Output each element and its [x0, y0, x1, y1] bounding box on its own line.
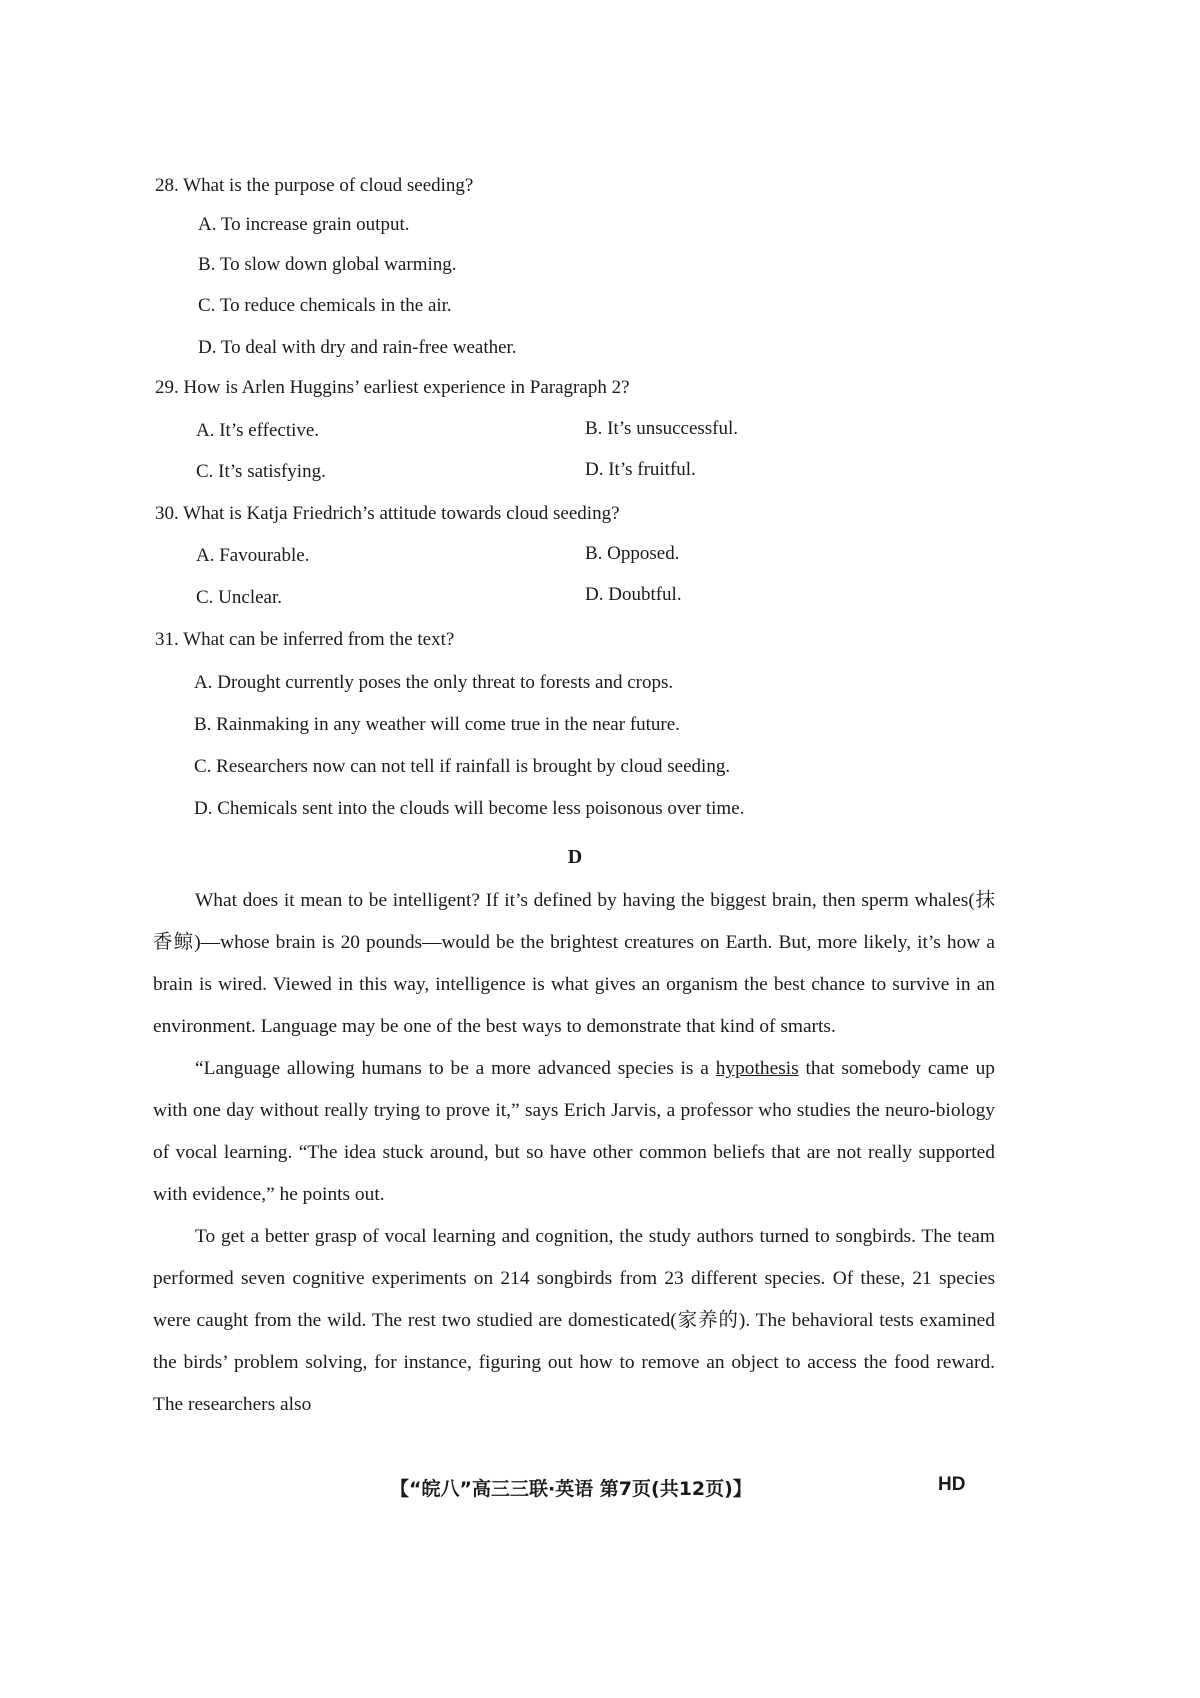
question-29 — [155, 377, 1015, 400]
question-stem: 31. What can be inferred from the text? — [155, 629, 455, 650]
passage-paragraph-3: To get a better grasp of vocal learning and cognition, the study authors turned to songbirds. The team performed seven cognitive experiments on 214 songbirds from 23 different species. Of these, 21 species were caught from the wild. The rest two studied are domesticated(家养的). The behavioral tests examined the birds’ problem solving, for instance, figuring out how to remove an object to access the food reward. The researchers also — [153, 1226, 995, 1415]
option-b: B. Opposed. — [585, 543, 680, 564]
footer-exam-info: 【“皖八”高三三联·英语 第7页(共12页)】 — [390, 1478, 752, 1500]
question-stem: 30. What is Katja Friedrich’s attitude towards cloud seeding? — [155, 503, 620, 524]
question-stem: 29. How is Arlen Huggins’ earliest experience in Paragraph 2? — [155, 377, 630, 398]
option-c: C. Researchers now can not tell if rainfall is brought by cloud seeding. — [194, 756, 731, 777]
question-28 — [155, 175, 1015, 198]
option-c: C. Unclear. — [196, 587, 283, 608]
passage-paragraph-2-part-1: “Language allowing humans to be a more advanced species is a — [195, 1058, 716, 1079]
option-c: C. It’s satisfying. — [196, 461, 326, 482]
option-b: B. It’s unsuccessful. — [585, 418, 739, 439]
option-a: A. Favourable. — [196, 545, 310, 566]
passage-paragraph-1: What does it mean to be intelligent? If it’s defined by having the biggest brain, then sperm whales(抹香鲸)—whose brain is 20 pounds—would be the brightest creatures on Earth. But, more likely, it’s how a brain is wired. Viewed in this way, intelligence is what gives an organism the best chance to survive in an environment. Language may be one of the best ways to demonstrate that kind of smarts. — [153, 890, 995, 1037]
option-d: D. Doubtful. — [585, 584, 682, 605]
passage-paragraph-2-part-2: that somebody came up with one day without really trying to prove it,” says Erich Jarvis, a professor who studies the neuro-biology of vocal learning. “The idea stuck around, but so have other common beliefs that are not really supported with evidence,” he points out. — [153, 1058, 995, 1205]
underlined-word: hypothesis — [715, 1058, 799, 1079]
option-d: D. To deal with dry and rain-free weather. — [198, 337, 517, 358]
option-d: D. Chemicals sent into the clouds will become less poisonous over time. — [194, 798, 745, 819]
question-30 — [155, 503, 1015, 526]
reading-passage — [153, 880, 995, 1426]
option-b: B. Rainmaking in any weather will come true in the near future. — [194, 714, 680, 735]
footer-code: HD — [938, 1474, 966, 1495]
section-title: D — [567, 846, 583, 868]
option-d: D. It’s fruitful. — [585, 459, 696, 480]
passage-paragraph-2 — [153, 1048, 995, 1216]
option-a: A. It’s effective. — [196, 420, 320, 441]
question-31 — [155, 629, 1015, 652]
option-a: A. To increase grain output. — [198, 214, 410, 235]
option-b: B. To slow down global warming. — [198, 254, 457, 275]
option-a: A. Drought currently poses the only threat to forests and crops. — [194, 672, 674, 693]
question-stem: 28. What is the purpose of cloud seeding? — [155, 175, 474, 196]
option-c: C. To reduce chemicals in the air. — [198, 295, 452, 316]
